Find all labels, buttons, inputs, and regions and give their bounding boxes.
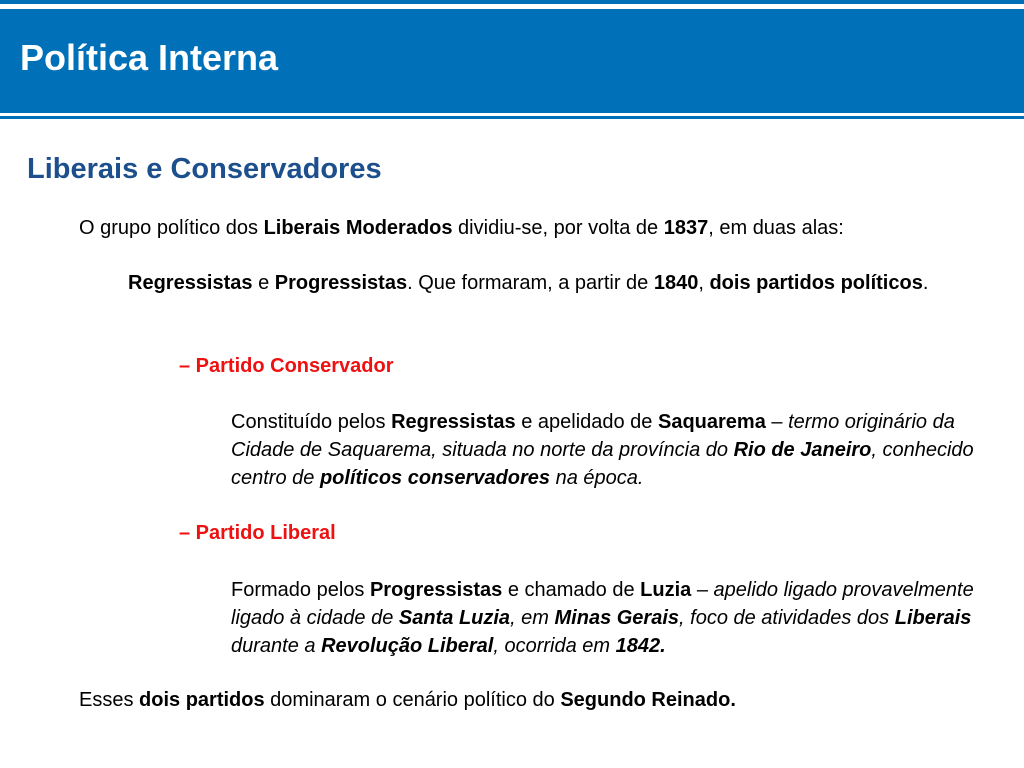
slide-title: Política Interna [20, 37, 279, 78]
liberal-text-2: e chamado de [502, 579, 641, 601]
liberal-text-3: – [691, 579, 714, 601]
liberal-progressistas: Progressistas [369, 579, 503, 601]
liberal-italic-4: durante a [231, 635, 322, 657]
conservador-paragraph [231, 408, 996, 492]
header-top-rule [0, 0, 1024, 4]
conservador-text-1: Constituído pelos [231, 411, 392, 433]
conservador-text-2: e apelidado de [515, 411, 658, 433]
liberal-italic-5: , ocorrida em [493, 635, 616, 657]
alas-text-4: . [922, 272, 929, 294]
slide-header [0, 0, 1024, 117]
partido-conservador-heading: – Partido Conservador [179, 355, 394, 377]
alas-dois-partidos: dois partidos políticos [709, 272, 923, 294]
intro-text-1: O grupo político dos [79, 217, 264, 239]
conclusion-segundo-reinado: Segundo Reinado. [560, 689, 736, 711]
alas-year-1840: 1840 [653, 272, 699, 294]
liberal-text-1: Formado pelos [231, 579, 370, 601]
intro-liberais-moderados: Liberais Moderados [263, 217, 453, 239]
conservador-italic-1: termo originário da Cidade de Saquarema, situada no norte da província do [231, 411, 955, 461]
intro-paragraph [79, 214, 999, 242]
conclusion-text-2: dominaram o cenário político do [264, 689, 561, 711]
alas-regressistas: Regressistas [128, 272, 253, 294]
intro-year-1837: 1837 [663, 217, 709, 239]
conclusion-dois-partidos: dois partidos [139, 689, 265, 711]
conclusion-paragraph [79, 686, 999, 714]
liberal-year-1842: 1842. [615, 635, 666, 657]
alas-paragraph [128, 269, 958, 297]
section-subtitle: Liberais e Conservadores [27, 153, 382, 185]
alas-text-2: . Que formaram, a partir de [407, 272, 654, 294]
intro-text-3: , em duas alas: [708, 217, 844, 239]
partido-liberal-heading: – Partido Liberal [179, 522, 336, 544]
intro-text-2: dividiu-se, por volta de [452, 217, 664, 239]
conservador-text-3: – [765, 411, 789, 433]
conservador-regressistas: Regressistas [391, 411, 516, 433]
liberal-liberais: Liberais [894, 607, 972, 629]
conservador-italic-2: , conhecido centro de [231, 439, 974, 489]
conservador-italic-3: na época. [550, 467, 644, 489]
liberal-italic-3: , foco de atividades dos [679, 607, 895, 629]
header-bottom-rule [0, 116, 1024, 119]
conservador-rio-de-janeiro: Rio de Janeiro [733, 439, 872, 461]
conservador-saquarema: Saquarema [657, 411, 766, 433]
liberal-luzia: Luzia [640, 579, 692, 601]
liberal-revolucao-liberal: Revolução Liberal [321, 635, 494, 657]
liberal-santa-luzia: Santa Luzia [398, 607, 511, 629]
liberal-paragraph [231, 576, 1001, 660]
alas-progressistas: Progressistas [274, 272, 408, 294]
liberal-minas-gerais: Minas Gerais [554, 607, 680, 629]
liberal-italic-1: apelido ligado provavelmente ligado à cidade de [231, 579, 974, 629]
liberal-italic-2: , em [510, 607, 555, 629]
conclusion-text-1: Esses [79, 689, 140, 711]
alas-text-3: , [698, 272, 710, 294]
alas-text-1: e [252, 272, 275, 294]
conservador-politicos-conservadores: políticos conservadores [319, 467, 551, 489]
